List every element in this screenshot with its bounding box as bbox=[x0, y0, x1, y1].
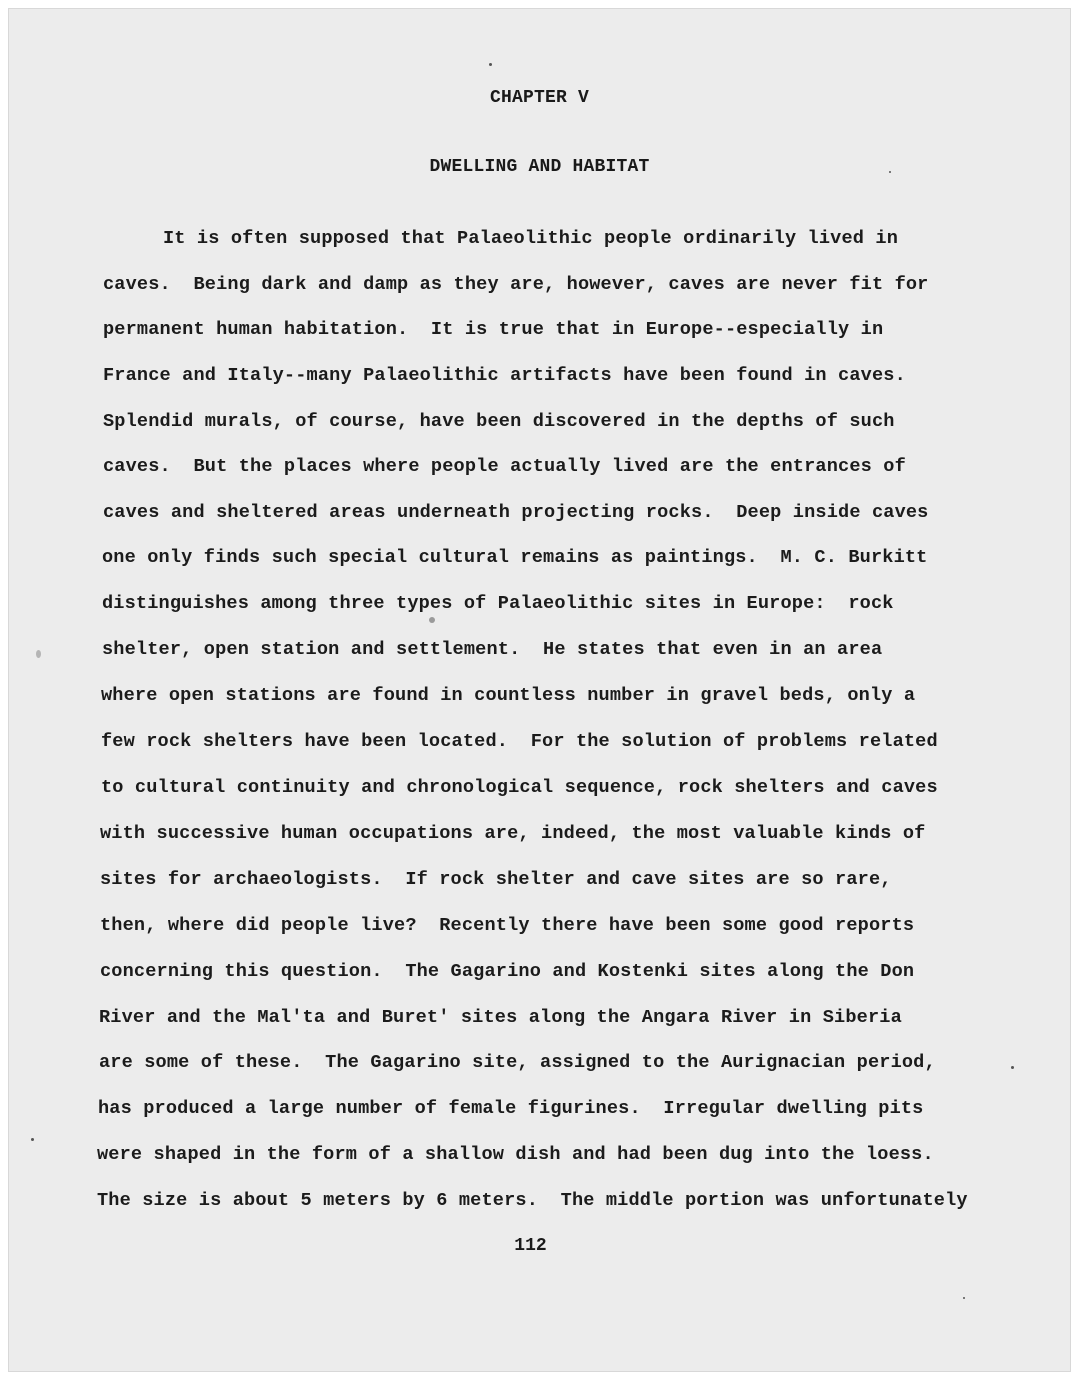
scan-speck bbox=[31, 1138, 34, 1141]
scan-speck bbox=[889, 171, 891, 173]
text-line: Splendid murals, of course, have been discovered in the depths of such bbox=[103, 411, 895, 432]
text-line: caves and sheltered areas underneath projecting rocks. Deep inside caves bbox=[103, 502, 929, 523]
text-line: were shaped in the form of a shallow dish and had been dug into the loess. bbox=[97, 1144, 934, 1165]
text-line: has produced a large number of female figurines. Irregular dwelling pits bbox=[98, 1098, 924, 1119]
text-line: sites for archaeologists. If rock shelter and cave sites are so rare, bbox=[100, 869, 892, 890]
text-line: shelter, open station and settlement. He states that even in an area bbox=[102, 639, 883, 660]
text-line: The size is about 5 meters by 6 meters. The middle portion was unfortunately bbox=[97, 1190, 968, 1211]
text-line: permanent human habitation. It is true that in Europe--especially in bbox=[103, 319, 884, 340]
scan-speck bbox=[36, 650, 41, 658]
text-line: then, where did people live? Recently there have been some good reports bbox=[100, 915, 915, 936]
text-line: caves. Being dark and damp as they are, however, caves are never fit for bbox=[103, 274, 929, 295]
text-line: are some of these. The Gagarino site, assigned to the Aurignacian period, bbox=[99, 1052, 936, 1073]
scan-speck bbox=[963, 1297, 965, 1299]
scan-speck bbox=[1011, 1066, 1014, 1069]
scan-speck bbox=[489, 63, 492, 66]
text-line: River and the Mal'ta and Buret' sites along the Angara River in Siberia bbox=[99, 1007, 902, 1028]
text-line: where open stations are found in countless number in gravel beds, only a bbox=[101, 685, 916, 706]
chapter-heading: CHAPTER V bbox=[489, 88, 590, 108]
text-line: few rock shelters have been located. For the solution of problems related bbox=[101, 731, 938, 752]
text-line: It is often supposed that Palaeolithic people ordinarily lived in bbox=[163, 228, 899, 249]
text-line: concerning this question. The Gagarino and Kostenki sites along the Don bbox=[100, 961, 915, 982]
text-line: to cultural continuity and chronological sequence, rock shelters and caves bbox=[101, 777, 938, 798]
text-line: distinguishes among three types of Palaeolithic sites in Europe: rock bbox=[102, 593, 894, 614]
text-line: one only finds such special cultural remains as paintings. M. C. Burkitt bbox=[102, 547, 928, 568]
page-number: 112 bbox=[514, 1236, 547, 1256]
text-line: caves. But the places where people actually lived are the entrances of bbox=[103, 456, 906, 477]
scan-speck bbox=[429, 617, 435, 623]
chapter-title: DWELLING AND HABITAT bbox=[429, 157, 650, 177]
text-line: France and Italy--many Palaeolithic artifacts have been found in caves. bbox=[103, 365, 906, 386]
text-line: with successive human occupations are, indeed, the most valuable kinds of bbox=[100, 823, 926, 844]
